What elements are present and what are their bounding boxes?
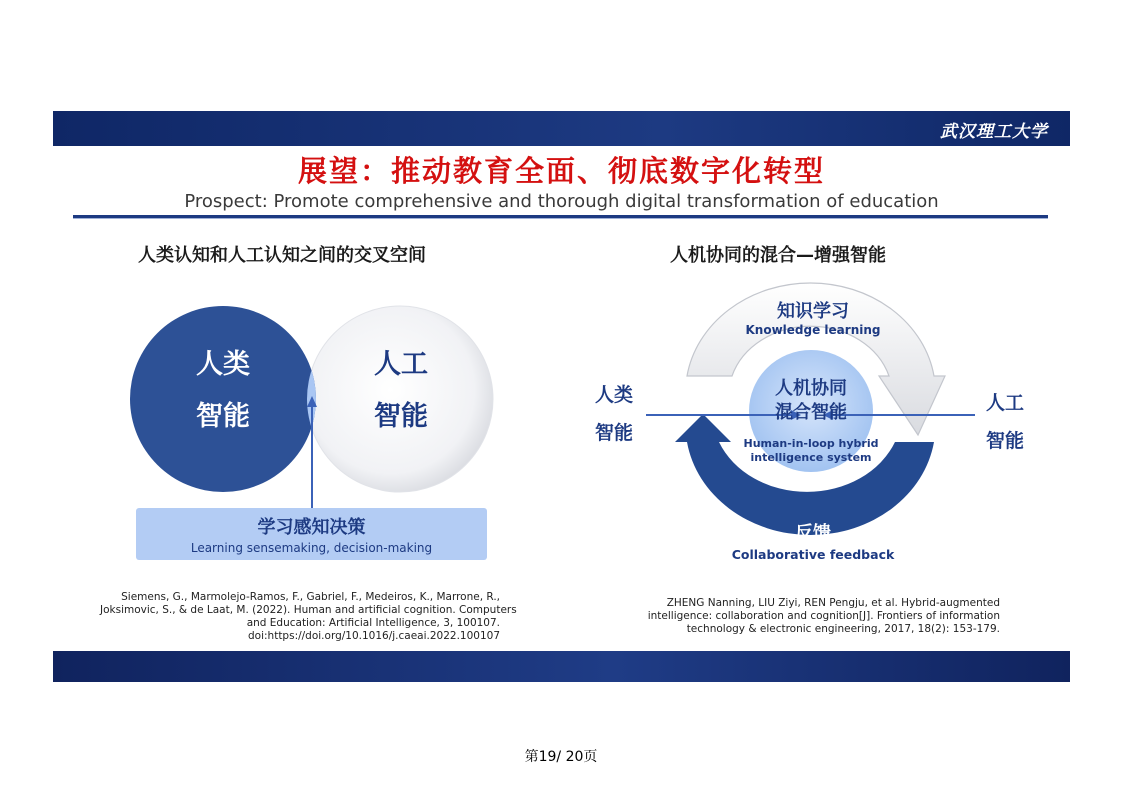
decision-box-subtitle: Learning sensemaking, decision-making [190,541,433,555]
human-intelligence-side-label: 人类 智能 [594,384,633,444]
bottom-banner [53,651,1070,682]
slide-title-zh: 展望：推动教育全面、彻底数字化转型 [297,154,825,188]
left-reference: Siemens, G., Marmolejo-Ramos, F., Gabriel, F., Medeiros, K., Marrone, R., Joksimovic, S., & de Laat, M. (2022). Human and artificial cognition. Computers and Education: Artificial Intelligence, 3, 100107. doi:https://doi.org/10.1016/j.caeai.2022.100107 [100,591,517,642]
knowledge-learning-en: Knowledge learning [745,323,881,337]
university-logo: 武汉理工大学 [940,122,1048,142]
hybrid-cycle-diagram [53,111,1070,651]
decision-box-title: 学习感知决策 [257,517,366,538]
feedback-zh: 反馈 [795,523,831,544]
slide [53,111,1070,682]
feedback-en: Collaborative feedback [731,547,895,562]
human-intelligence-label: 人类 智能 [196,349,250,432]
left-panel-heading: 人类认知和人工认知之间的交叉空间 [138,245,426,266]
right-panel-heading: 人机协同的混合—增强智能 [670,245,886,266]
hybrid-center-zh: 人机协同 混合智能 [775,378,847,423]
slide-title-en: Prospect: Promote comprehensive and thorough digital transformation of education [184,191,939,212]
ai-intelligence-side-label: 人工 智能 [985,392,1024,452]
page-number: 第19/ 20页 [524,749,598,765]
hybrid-center-en: Human-in-loop hybrid intelligence system [743,437,879,464]
ai-intelligence-label: 人工 智能 [374,349,428,432]
right-reference: ZHENG Nanning, LIU Ziyi, REN Pengju, et al. Hybrid-augmented intelligence: collaboration and cognition[J]. Frontiers of information technology & electronic engineering, 2017, 18(2): 153-179. [647,597,1000,635]
knowledge-learning-zh: 知识学习 [777,301,849,322]
